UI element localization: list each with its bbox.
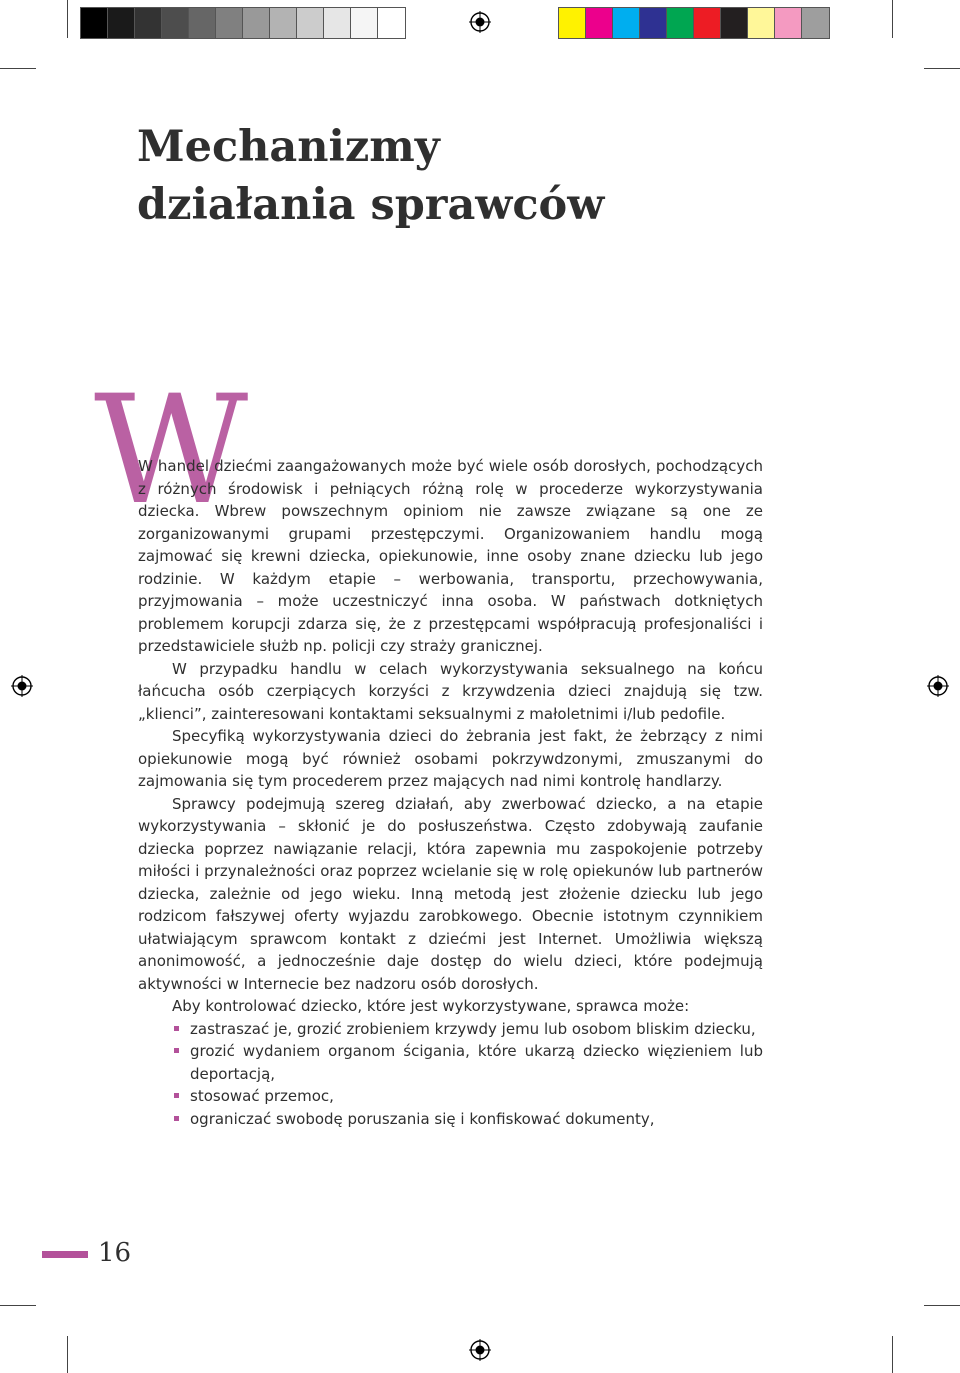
crop-mark [0, 1305, 36, 1306]
color-swatch [108, 8, 135, 38]
color-swatch [775, 8, 802, 38]
color-swatch [243, 8, 270, 38]
color-swatch [613, 8, 640, 38]
paragraph: Aby kontrolować dziecko, które jest wykorzystywane, sprawca może: [172, 997, 690, 1015]
list-item: zastraszać je, grozić zrobieniem krzywdy jemu lub osobom bliskim dziecku, [174, 1018, 763, 1041]
color-swatch [297, 8, 324, 38]
body-text [138, 455, 763, 1130]
color-swatch [351, 8, 378, 38]
color-swatch [802, 8, 829, 38]
bullet-list [138, 1018, 763, 1131]
registration-mark-icon [927, 675, 949, 697]
registration-mark-icon [469, 11, 491, 33]
color-swatch [586, 8, 613, 38]
color-swatch [324, 8, 351, 38]
crop-mark [924, 1305, 960, 1306]
registration-mark-icon [469, 1339, 491, 1361]
crop-mark [924, 68, 960, 69]
color-swatch [81, 8, 108, 38]
crop-mark [892, 1336, 893, 1373]
paragraph: Specyfiką wykorzystywania dzieci do żebrania jest fakt, że żebrzący z nimi opiekunowie mogą być również osobami pokrzywdzonymi, zmuszanymi do zajmowania się tym procederem przez mających nad nimi kontrolę handlarzy. [138, 727, 763, 790]
list-item: stosować przemoc, [174, 1085, 763, 1108]
paragraph: W handel dziećmi zaangażowanych może być wiele osób dorosłych, pochodzących z różnych środowisk i pełniących różną rolę w procederze wykorzystywania dziecka. Wbrew powszechnym opiniom nie zawsze związane są one ze zorganizowanymi grupami przestępczymi. Organizowaniem handlu mogą zajmować się krewni dziecka, opiekunowie, inne osoby znane dziecku lub jego rodzinie. W każdym etapie – werbowania, transportu, przechowywania, przyjmowania – może uczestniczyć inna osoba. W państwach dotkniętych problemem korupcji zdarza się, że z przestępcami współpracują profesjonaliści i przedstawiciele służb np. policji czy straży granicznej. [138, 457, 763, 655]
page-number: 16 [98, 1238, 132, 1268]
color-swatch [216, 8, 243, 38]
color-swatch [270, 8, 297, 38]
grayscale-color-bar [80, 7, 406, 39]
color-swatch [559, 8, 586, 38]
registration-mark-icon [11, 675, 33, 697]
color-swatch [694, 8, 721, 38]
color-swatch [721, 8, 748, 38]
crop-mark [892, 0, 893, 38]
color-swatch [640, 8, 667, 38]
color-swatch [378, 8, 405, 38]
chapter-title-line-2: działania sprawców [137, 180, 605, 230]
chapter-title [137, 118, 604, 234]
color-swatch [162, 8, 189, 38]
color-swatch [748, 8, 775, 38]
paragraph: W przypadku handlu w celach wykorzystywania seksualnego na końcu łańcucha osób czerpiących korzyści z krzywdzenia dzieci znajdują się tzw. „klienci”, zainteresowani kontaktami seksualnymi z małoletnimi i/lub pedofile. [138, 659, 763, 723]
crop-mark [0, 68, 36, 69]
page-number-bar [42, 1251, 88, 1258]
process-color-bar [558, 7, 830, 39]
list-item: ograniczać swobodę poruszania się i konfiskować dokumenty, [174, 1108, 763, 1131]
color-swatch [135, 8, 162, 38]
crop-mark [67, 0, 68, 38]
drop-cap: W [94, 364, 249, 538]
color-swatch [189, 8, 216, 38]
paragraph: Sprawcy podejmują szereg działań, aby zwerbować dziecko, a na etapie wykorzystywania – skłonić je do posłuszeństwa. Często zdobywają zaufanie dziecka poprzez nawiązanie relacji, która zapewnia mu zaspokojenie potrzeby miłości i przynależności oraz poprzez wcielanie się w rolę opiekunów lub partnerów dziecka, zależnie od jego wieku. Inną metodą jest złożenie dziecku lub jego rodzicom fałszywej oferty wyjazdu zarobkowego. Obecnie istotnym czynnikiem ułatwiającym sprawcom kontakt z dziećmi jest Internet. Umożliwia większą anonimowość, a jednocześnie daje dostęp do wielu dzieci, które podejmują aktywności w Internecie bez nadzoru osób dorosłych. [138, 794, 763, 993]
crop-mark [67, 1336, 68, 1373]
chapter-title-line-1: Mechanizmy [137, 122, 440, 172]
color-swatch [667, 8, 694, 38]
list-item: grozić wydaniem organom ścigania, które ukarzą dziecko więzieniem lub deportacją, [174, 1040, 763, 1085]
